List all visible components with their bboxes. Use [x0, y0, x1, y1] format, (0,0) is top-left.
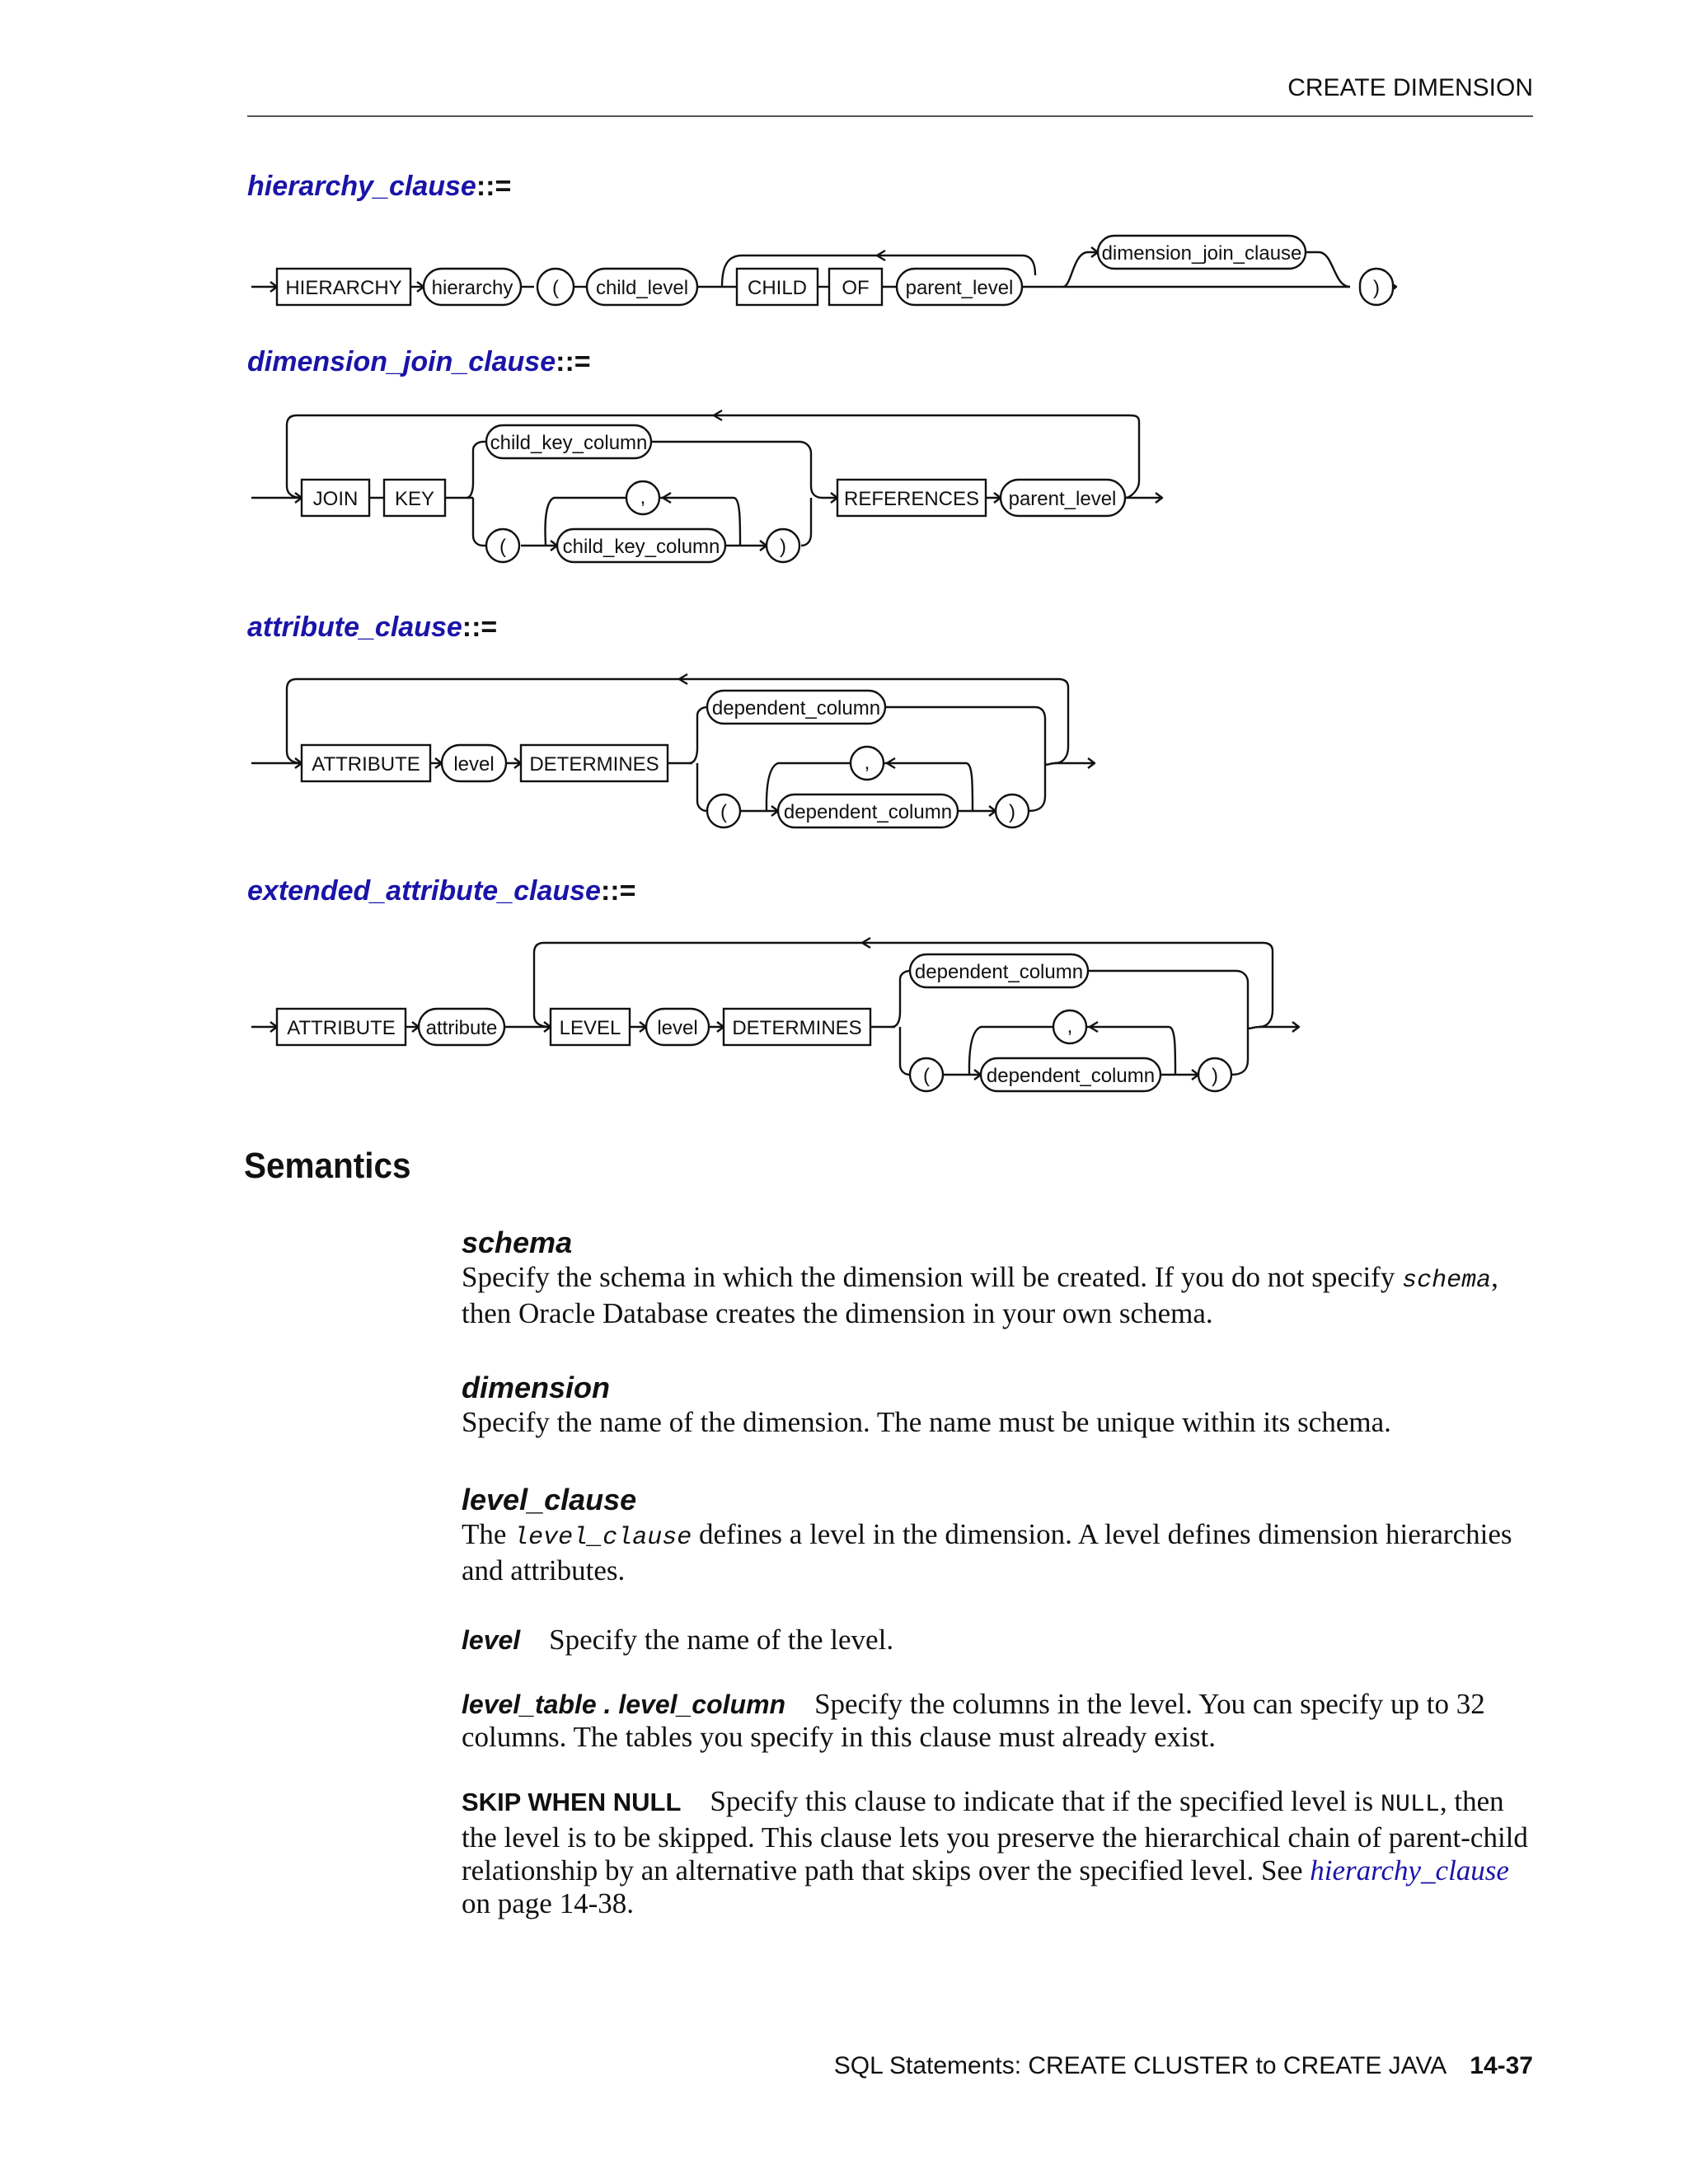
extended-attribute-clause-name: extended_attribute_clause [247, 875, 601, 907]
level-keyword-label: LEVEL [559, 1017, 621, 1039]
level-clause-term: level_clause [462, 1483, 637, 1516]
skip-when-null-term: SKIP WHEN NULL [462, 1788, 682, 1816]
key-keyword-label: KEY [394, 488, 435, 510]
schema-section [462, 1225, 1541, 1330]
level-clause-description [462, 1518, 1541, 1587]
skip-when-null-text-2: , then the level is to be skipped. This clause lets you preserve the hierarchical chain of parent-child relationship by an alternative path that skips over the specified level. See [462, 1785, 1528, 1886]
hierarchy-clause-name: hierarchy_clause [247, 171, 476, 202]
semantics-heading: Semantics [244, 1146, 411, 1186]
comma-label: , [1067, 1015, 1073, 1038]
child-level-label: child_level [595, 277, 689, 299]
child-key-column-loop-label: child_key_column [562, 536, 720, 558]
comma-label: , [864, 752, 870, 774]
child-keyword-label: CHILD [747, 277, 808, 299]
references-keyword-label: REFERENCES [843, 488, 980, 510]
dependent-column-loop-label: dependent_column [986, 1065, 1156, 1087]
skip-when-null-text-1: Specify this clause to indicate that if the specified level is [710, 1785, 1381, 1817]
level-clause-text-2: defines a level in the dimension. A level defines dimension hierarchies and attributes. [462, 1518, 1512, 1586]
attribute-clause-title [247, 612, 497, 644]
join-keyword-label: JOIN [312, 488, 359, 510]
right-paren-label: ) [1373, 277, 1380, 299]
right-paren-label: ) [1009, 801, 1015, 823]
attribute-nonterminal-label: attribute [425, 1017, 498, 1039]
level-table-description [462, 1688, 1541, 1754]
level-clause-section [462, 1482, 1541, 1587]
schema-description [462, 1261, 1541, 1330]
dimension-section [462, 1370, 1541, 1439]
definition-operator: ::= [462, 612, 498, 643]
page-footer [247, 2052, 1533, 2080]
level-text: Specify the name of the level. [549, 1624, 894, 1656]
determines-keyword-label: DETERMINES [732, 1017, 862, 1039]
parent-level-label: parent_level [905, 277, 1014, 299]
parent-level-label: parent_level [1008, 488, 1117, 510]
skip-when-null-code: NULL [1380, 1791, 1440, 1819]
level-table-text: Specify the columns in the level. You can specify up to 32 columns. The tables you specify in this clause must already exist. [462, 1688, 1485, 1753]
dependent-column-label: dependent_column [914, 961, 1084, 983]
skip-when-null-text-3: on page 14-38. [462, 1887, 634, 1919]
definition-operator: ::= [600, 875, 636, 907]
comma-label: , [640, 486, 646, 509]
dimension-term: dimension [462, 1371, 611, 1404]
hierarchy-nonterminal-label: hierarchy [431, 277, 513, 299]
dependent-column-loop-label: dependent_column [783, 801, 953, 823]
hierarchy-clause-link[interactable]: hierarchy_clause [1310, 1854, 1509, 1886]
dependent-column-label: dependent_column [711, 697, 881, 719]
hierarchy-clause-title [247, 171, 511, 203]
extended-attribute-clause-diagram [0, 931, 1688, 1104]
right-paren-label: ) [780, 536, 786, 558]
left-paren-label: ( [720, 801, 727, 823]
level-table-section [462, 1688, 1541, 1754]
left-paren-label: ( [552, 277, 559, 299]
level-nonterminal-label: level [657, 1017, 698, 1039]
of-keyword-label: OF [842, 277, 870, 299]
right-paren-label: ) [1212, 1065, 1218, 1087]
level-section [462, 1624, 1541, 1657]
definition-operator: ::= [556, 346, 591, 377]
hierarchy-clause-diagram [0, 223, 1688, 321]
dimension-join-clause-name: dimension_join_clause [247, 346, 556, 377]
definition-operator: ::= [476, 171, 512, 202]
level-clause-code: level_clause [513, 1524, 692, 1552]
dimension-join-clause-title [247, 346, 591, 378]
footer-title: SQL Statements: CREATE CLUSTER to CREATE JAVA [833, 2052, 1447, 2079]
attribute-clause-diagram [0, 668, 1688, 841]
schema-text-2: , then Oracle Database creates the dimension in your own schema. [462, 1261, 1498, 1329]
child-key-column-label: child_key_column [490, 432, 648, 454]
attribute-keyword-label: ATTRIBUTE [287, 1017, 396, 1039]
level-nonterminal-label: level [453, 753, 495, 776]
left-paren-label: ( [499, 536, 506, 558]
schema-code: schema [1402, 1267, 1492, 1295]
schema-text-1: Specify the schema in which the dimension will be created. If you do not specify [462, 1261, 1403, 1293]
running-head: CREATE DIMENSION [1287, 74, 1533, 101]
extended-attribute-clause-title [247, 875, 635, 907]
header-rule [247, 115, 1533, 117]
level-table-term: level_table . level_column [462, 1690, 786, 1719]
page-number: 14-37 [1470, 2052, 1533, 2079]
attribute-clause-name: attribute_clause [247, 612, 462, 643]
dimension-description: Specify the name of the dimension. The name must be unique within its schema. [462, 1406, 1391, 1438]
left-paren-label: ( [923, 1065, 930, 1087]
dimension-join-clause-label: dimension_join_clause [1101, 242, 1302, 265]
determines-keyword-label: DETERMINES [529, 753, 659, 776]
attribute-keyword-label: ATTRIBUTE [312, 753, 420, 776]
level-clause-text-1: The [462, 1518, 514, 1550]
skip-when-null-section [462, 1785, 1541, 1920]
dimension-join-clause-diagram [0, 404, 1688, 577]
schema-term: schema [462, 1226, 573, 1259]
level-term: level [462, 1625, 521, 1655]
level-description [462, 1624, 1541, 1657]
hierarchy-keyword-label: HIERARCHY [285, 277, 402, 299]
skip-when-null-description [462, 1785, 1541, 1920]
